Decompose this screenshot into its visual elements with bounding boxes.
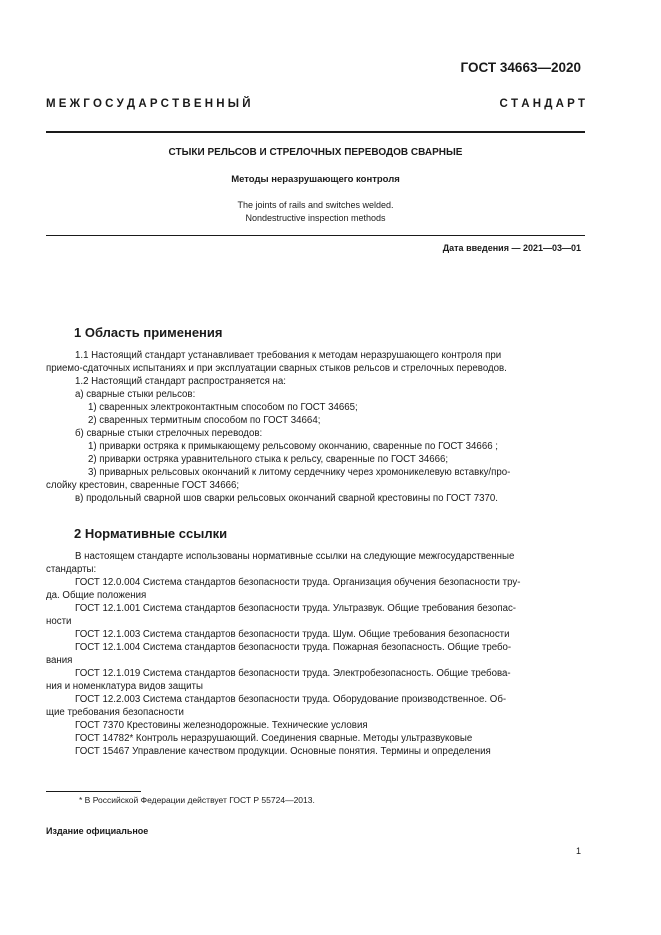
- text-line: ГОСТ 12.1.001 Система стандартов безопасности труда. Ультразвук. Общие требования безопас-: [75, 603, 517, 614]
- text-line: 2) приварки остряка уравнительного стыка к рельсу, сваренные по ГОСТ 34666;: [88, 454, 449, 465]
- text-line: ГОСТ 14782* Контроль неразрушающий. Соединения сварные. Методы ультразвуковые: [75, 733, 473, 744]
- footnote-rule: [46, 791, 141, 792]
- document-title: СТЫКИ РЕЛЬСОВ И СТРЕЛОЧНЫХ ПЕРЕВОДОВ СВАРНЫЕ: [168, 147, 463, 158]
- official-edition-label: Издание официальное: [46, 826, 149, 836]
- text-line: ГОСТ 12.0.004 Система стандартов безопасности труда. Организация обучения безопасности тру-: [75, 577, 521, 588]
- section-heading-normative-references: 2 Нормативные ссылки: [74, 526, 228, 541]
- english-title-line-1: The joints of rails and switches welded.: [237, 200, 394, 210]
- text-line: ности: [46, 616, 72, 627]
- section-references-body: [46, 550, 585, 758]
- text-line: слойку крестовин, сваренные ГОСТ 34666;: [46, 480, 240, 491]
- text-line: ния и номенклатура видов защиты: [46, 681, 203, 692]
- english-title-line-2: Nondestructive inspection methods: [245, 213, 386, 223]
- text-line: ГОСТ 15467 Управление качеством продукции. Основные понятия. Термины и определения: [75, 746, 491, 757]
- banner-word-interstate: М Е Ж Г О С У Д А Р С Т В Е Н Н Ы Й: [46, 98, 251, 110]
- text-line: да. Общие положения: [46, 590, 147, 601]
- banner-word-standard: С Т А Н Д А Р Т: [499, 98, 585, 110]
- document-subtitle: Методы неразрушающего контроля: [231, 174, 400, 185]
- text-line: 1) приварки остряка к примыкающему рельсовому окончанию, сваренные по ГОСТ 34666 ;: [88, 441, 498, 452]
- standard-type-banner: [46, 98, 585, 110]
- text-line: щие требования безопасности: [46, 707, 184, 718]
- text-line: ГОСТ 12.2.003 Система стандартов безопасности труда. Оборудование производственное. Об-: [75, 694, 507, 705]
- text-line: В настоящем стандарте использованы нормативные ссылки на следующие межгосударственные: [75, 551, 515, 562]
- header-rule: [46, 131, 585, 133]
- text-line: ГОСТ 7370 Крестовины железнодорожные. Технические условия: [75, 720, 368, 731]
- title-rule: [46, 235, 585, 236]
- text-line: в) продольный сварной шов сварки рельсовых окончаний сварной крестовины по ГОСТ 7370.: [75, 493, 498, 504]
- text-line: ГОСТ 12.1.004 Система стандартов безопасности труда. Пожарная безопасность. Общие требо-: [75, 642, 512, 653]
- text-line: ГОСТ 12.1.003 Система стандартов безопасности труда. Шум. Общие требования безопасности: [75, 629, 510, 640]
- section-heading-scope: 1 Область применения: [74, 325, 223, 340]
- document-code: ГОСТ 34663—2020: [460, 60, 581, 75]
- text-line: 1) сваренных электроконтактным способом по ГОСТ 34665;: [88, 402, 358, 413]
- text-line: ГОСТ 12.1.019 Система стандартов безопасности труда. Электробезопасность. Общие требова-: [75, 668, 511, 679]
- text-line: б) сварные стыки стрелочных переводов:: [75, 428, 263, 439]
- text-line: а) сварные стыки рельсов:: [75, 389, 196, 400]
- text-line: приемо-сдаточных испытаниях и при эксплуатации сварных стыков рельсов и стрелочных переводов.: [46, 363, 507, 374]
- page-number: 1: [575, 846, 581, 856]
- text-line: стандарты:: [46, 564, 97, 575]
- section-scope-body: [46, 349, 585, 505]
- text-line: 1.1 Настоящий стандарт устанавливает требования к методам неразрушающего контроля при: [75, 350, 502, 361]
- introduction-date: Дата введения — 2021—03—01: [442, 243, 581, 253]
- footnote: * В Российской Федерации действует ГОСТ Р 55724—2013.: [79, 795, 315, 805]
- text-line: 1.2 Настоящий стандарт распространяется на:: [75, 376, 286, 387]
- english-title: [46, 199, 585, 225]
- text-line: вания: [46, 655, 73, 666]
- text-line: 3) приварных рельсовых окончаний к литому сердечнику через хромоникелевую вставку/про-: [88, 467, 511, 478]
- text-line: 2) сваренных термитным способом по ГОСТ 34664;: [88, 415, 321, 426]
